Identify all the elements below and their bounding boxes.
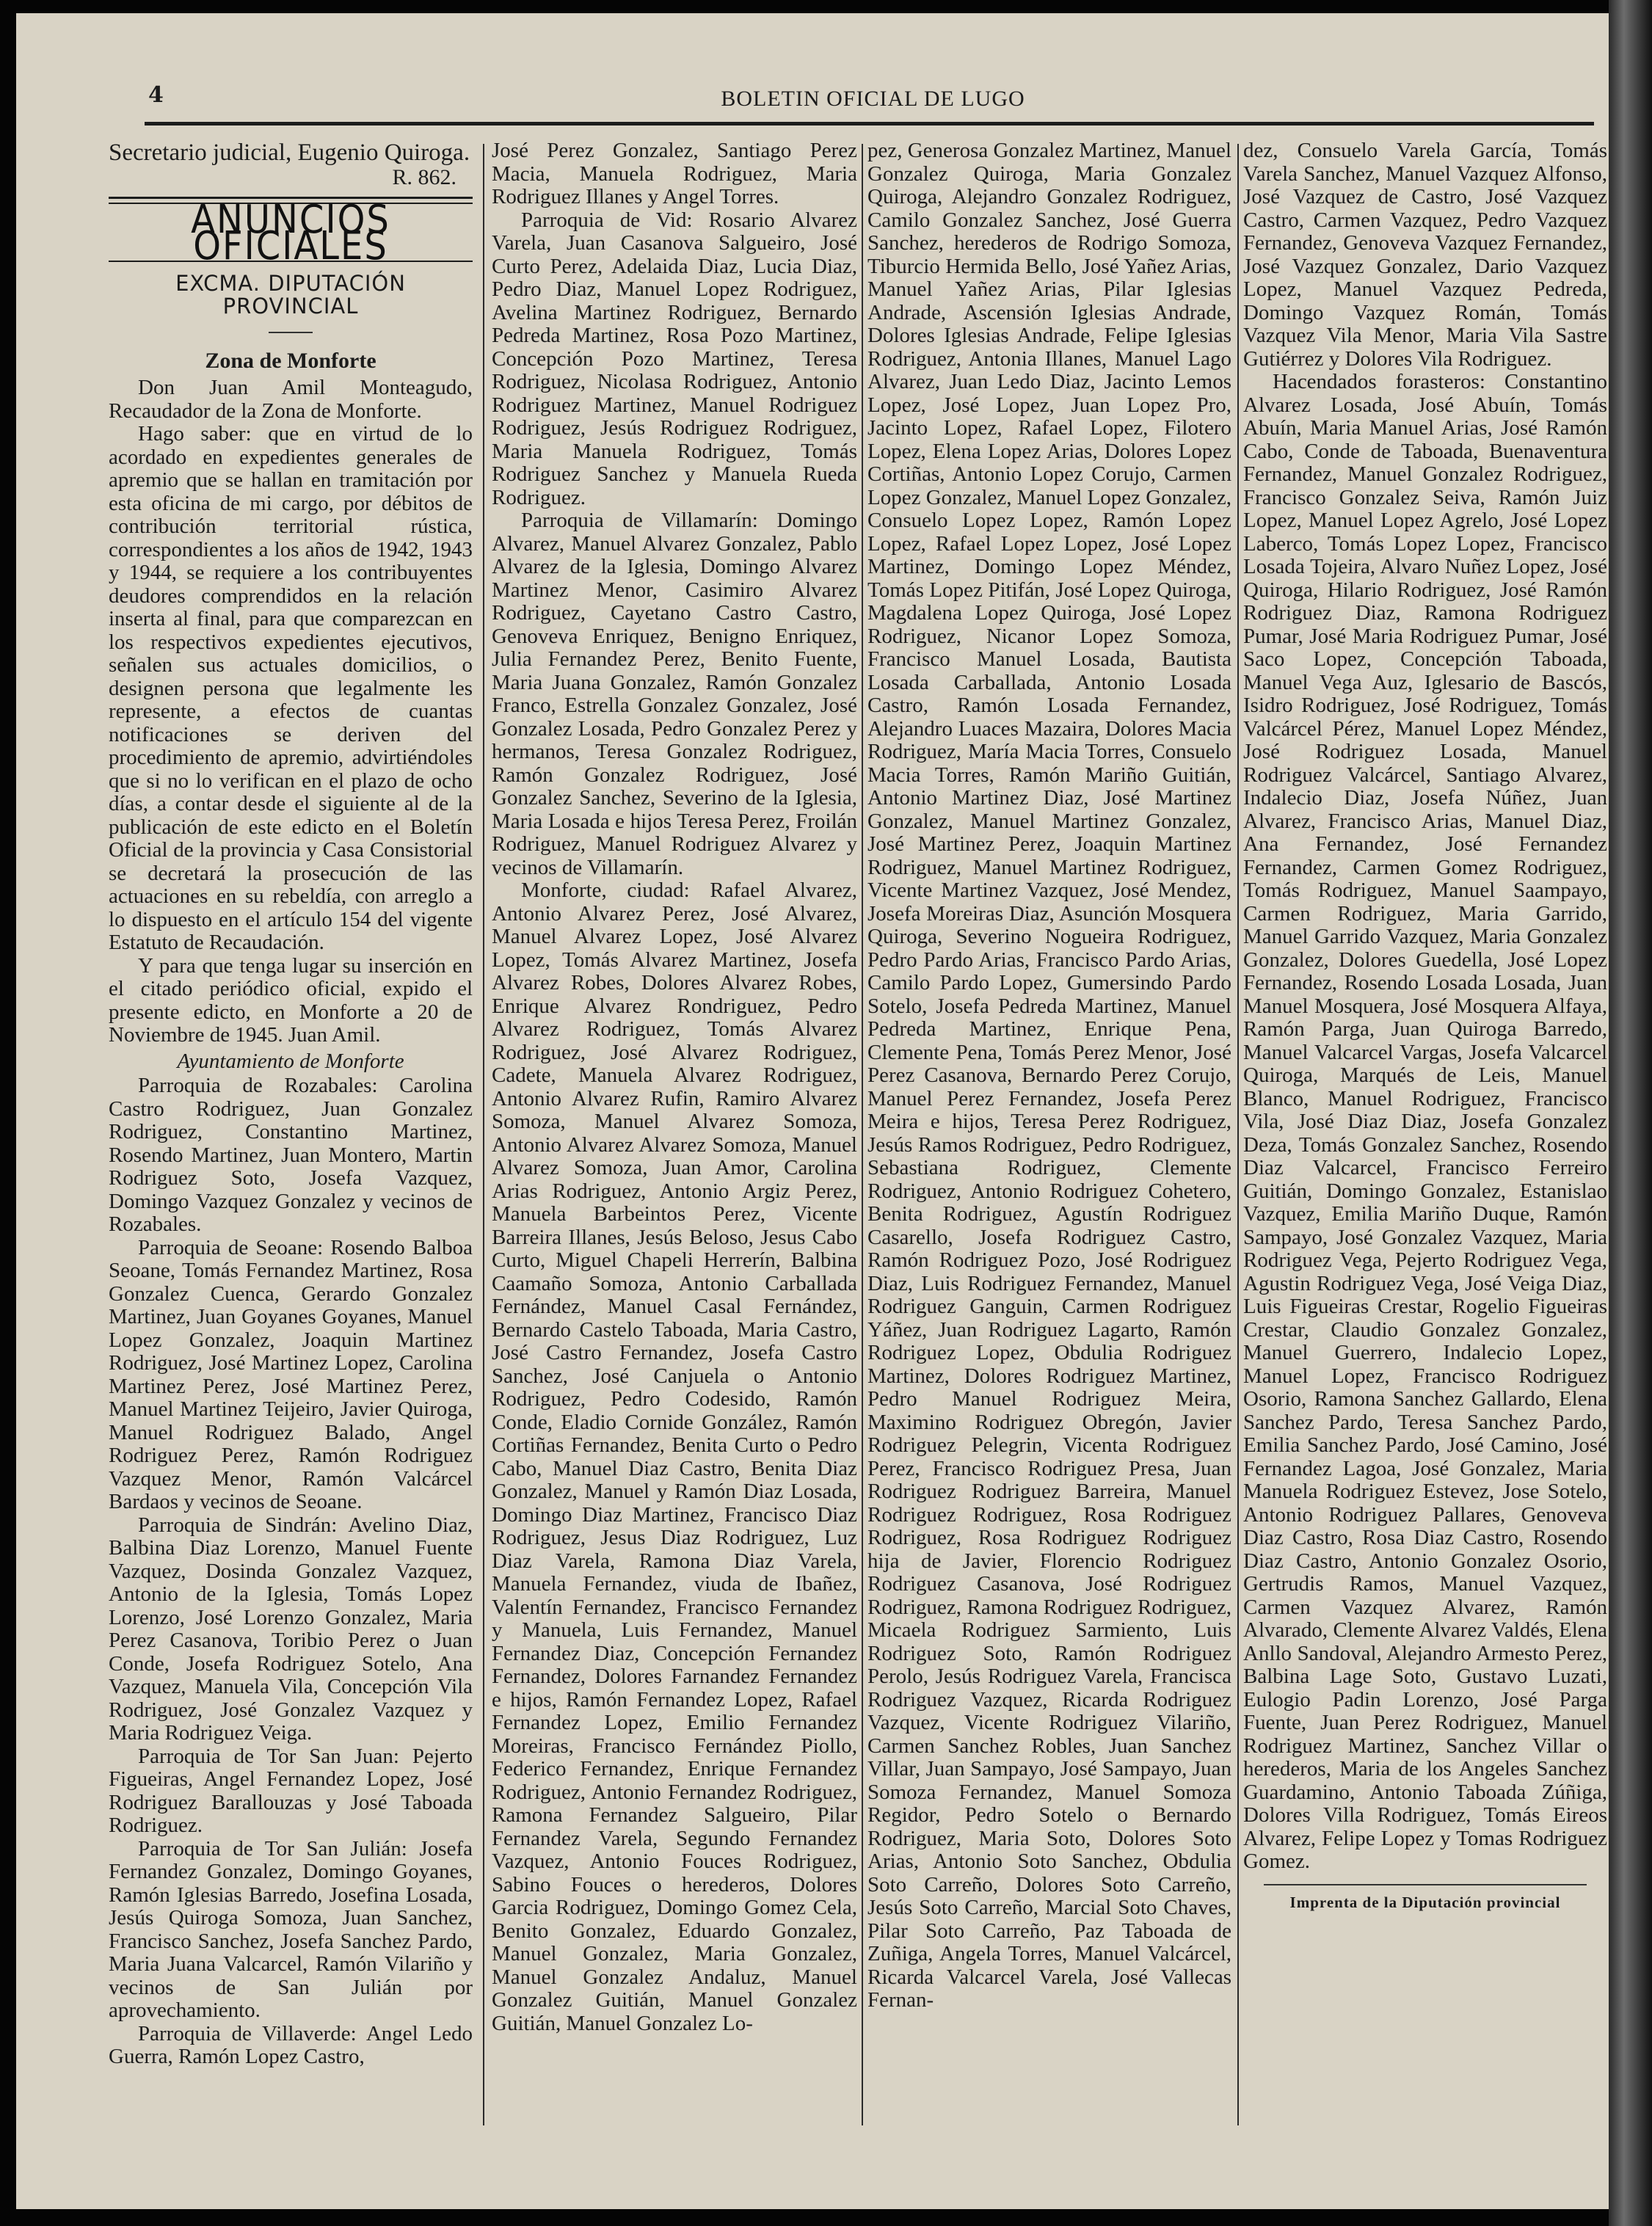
paragraph: Parroquia de Vid: Rosario Alvarez Varela, Juan Casanova Salgueiro, José Curto Perez, Adelaida Diaz, Lucia Diaz, Pedro Diaz, Manuel Lopez Rodriguez, Avelina Martinez Rodriguez, Bernardo Pedreda Martinez, Rosa Pozo Martinez, Concepción Pozo Martinez, Teresa Rodriguez, Nicolasa Rodriguez, Antonio Rodriguez Martinez, Manuel Rodriguez Rodriguez, Jesús Rodriguez Rodriguez, Maria Manuela Rodriguez, Tomás Rodriguez Sanchez y Manuela Rueda Rodriguez. <box>492 208 857 509</box>
book-spine <box>1609 0 1652 2226</box>
paragraph: Hacendados forasteros: Constantino Alvarez Losada, José Abuín, Tomás Abuín, Maria Manuel Arias, José Ramón Cabo, Conde de Taboada, Buenaventura Fernandez, Manuel Gonzalez Rodriguez, Francisco Gonzalez Seiva, Ramón Juiz Lopez, Manuel Lopez Agrelo, José Lopez Laberco, Tomás Lopez Lopez, Francisco Losada Tojeira, Alvaro Nuñez Lopez, José Quiroga, Hilario Rodriguez, José Ramón Rodriguez Diaz, Ramona Rodriguez Pumar, José Maria Rodriguez Pumar, José Saco Lopez, Concepción Taboada, Manuel Vega Auz, Iglesario de Bascós, Isidro Rodriguez, José Rodriguez, Tomás Valcárcel Pérez, Manuel Lopez Méndez, José Rodriguez Losada, Manuel Rodriguez Valcárcel, Santiago Alvarez, Indalecio Diaz, Josefa Núñez, Juan Alvarez, Francisco Arias, Manuel Diaz, Ana Fernandez, José Fernandez Fernandez, Carmen Gomez Rodriguez, Tomás Rodriguez, Manuel Saampayo, Carmen Rodriguez, Maria Garrido, Manuel Garrido Vazquez, Maria Gonzalez Gonzalez, Dolores Guedella, José Lopez Fernandez, Rosendo Losada Losada, Juan Manuel Mosquera, José Mosquera Alfaya, Ramón Parga, Juan Quiroga Barredo, Manuel Valcarcel Vargas, Josefa Valcarcel Quiroga, Marqués de Leis, Manuel Blanco, Manuel Rodriguez, Francisco Vila, José Diaz Diaz, Josefa Gonzalez Deza, Tomás Gonzalez Sanchez, Rosendo Diaz Valcarcel, Francisco Ferreiro Guitián, Domingo Gonzalez, Estanislao Vazquez, Emilia Mariño Duque, Ramón Sampayo, José Gonzalez Vazquez, Maria Rodriguez Vega, Pejerto Rodriguez Vega, Agustin Rodriguez Vega, José Veiga Diaz, Luis Figueiras Crestar, Rogelio Figueiras Crestar, Claudio Gonzalez Gonzalez, Manuel Guerrero, Indalecio Lopez, Manuel Lopez, Francisco Rodriguez Osorio, Ramona Sanchez Gallardo, Elena Sanchez Pardo, Teresa Sanchez Pardo, Emilia Sanchez Pardo, José Camino, José Fernandez Lagoa, José Gonzalez, Maria Manuela Rodriguez Estevez, Jose Sotelo, Antonio Rodriguez Pallares, Genoveva Diaz Castro, Rosa Diaz Castro, Rosendo Diaz Castro, Antonio Gonzalez Osorio, Gertrudis Ramos, Manuel Vazquez, Carmen Vazquez Alvarez, Ramón Alvarado, Clemente Alvarez Valdés, Elena Anllo Sandoval, Alejandro Armesto Perez, Balbina Lage Soto, Gustavo Luzati, Eulogio Padin Lorenzo, José Parga Fuente, Juan Perez Rodriguez, Manuel Rodriguez Martinez, Sanchez Villar o herederos, Maria de los Angeles Sanchez Guardamino, Antonio Taboada Zúñiga, Dolores Villa Rodriguez, Tomás Eireos Alvarez, Felipe Lopez y Tomas Rodriguez Gomez. <box>1243 370 1607 1873</box>
short-divider <box>269 332 313 333</box>
paragraph: José Perez Gonzalez, Santiago Perez Macia, Manuela Rodriguez, Maria Rodriguez Illanes y Angel Torres. <box>492 139 857 208</box>
column-divider <box>483 144 484 2125</box>
header-rule <box>145 122 1594 126</box>
paragraph: Parroquia de Villaverde: Angel Ledo Guerra, Ramón Lopez Castro, <box>109 2021 473 2068</box>
paragraph: Parroquia de Rozabales: Carolina Castro Rodriguez, Juan Gonzalez Rodriguez, Constantino Martinez, Rosendo Martinez, Juan Montero, Martin Rodriguez Soto, Josefa Vazquez, Domingo Vazquez Gonzalez y vecinos de Rozabales. <box>109 1074 473 1236</box>
reference-number: R. 862. <box>392 165 456 189</box>
paragraph: dez, Consuelo Varela García, Tomás Varela Sanchez, Manuel Vazquez Alfonso, José Vazquez de Castro, José Vazquez Castro, Carmen Vazquez, Pedro Vazquez Fernandez, Genoveva Vazquez Fernandez, José Vazquez Gonzalez, Dario Vazquez Lopez, Manuel Vazquez Pedreda, Domingo Vazquez Román, Tomás Vazquez Vila Menor, Maria Vila Sastre Gutiérrez y Dolores Vila Rodriguez. <box>1243 139 1607 371</box>
paragraph: Parroquia de Seoane: Rosendo Balboa Seoane, Tomás Fernandez Martinez, Rosa Gonzalez Cuenca, Gerardo Gonzalez Martinez, Juan Goyanes Goyanes, Manuel Lopez Gonzalez, Joaquin Martinez Rodriguez, José Martinez Lopez, Carolina Martinez Perez, José Martinez Perez, Manuel Martinez Teijeiro, Javier Quiroga, Manuel Rodriguez Balado, Angel Rodriguez Perez, Ramón Rodriguez Vazquez Menor, Ramón Valcárcel Bardaos y vecinos de Seoane. <box>109 1235 473 1513</box>
column-3 <box>867 139 1231 2012</box>
column-divider <box>1237 144 1239 2125</box>
ayuntamiento-heading: Ayuntamiento de Monforte <box>177 1049 404 1073</box>
paragraph: Parroquia de Tor San Juan: Pejerto Figueiras, Angel Fernandez Lopez, José Rodriguez Barallouzas y José Taboada Rodriguez. <box>109 1744 473 1837</box>
imprint: Imprenta de la Diputación provincial <box>1289 1893 1561 1911</box>
imprint-rule <box>1264 1884 1587 1885</box>
section-title: ANUNCIOS OFICIALES <box>191 196 390 269</box>
paragraph: Y para que tenga lugar su inserción en el citado periódico oficial, expido el presente edicto, en Monforte a 20 de Noviembre de 1945. Juan Amil. <box>109 953 473 1047</box>
column-1 <box>109 139 473 2069</box>
paragraph: Parroquia de Villamarín: Domingo Alvarez, Manuel Alvarez Gonzalez, Pablo Alvarez de la Iglesia, Domingo Alvarez Martinez Menor, Casimiro Alvarez Rodriguez, Cayetano Castro Castro, Genoveva Enriquez, Benigno Enriquez, Julia Fernandez Perez, Benito Fuente, Maria Juana Gonzalez, Ramón Gonzalez Franco, Estrella Gonzalez Gonzalez, José Gonzalez Losada, Pedro Gonzalez Perez y hermanos, Teresa Gonzalez Rodriguez, Ramón Gonzalez Rodriguez, José Gonzalez Sanchez, Severino de la Iglesia, Maria Losada e hijos Teresa Perez, Froilán Rodriguez, Manuel Rodriguez Alvarez y vecinos de Villamarín. <box>492 509 857 879</box>
paragraph: pez, Generosa Gonzalez Martinez, Manuel Gonzalez Quiroga, Maria Gonzalez Quiroga, Alejandro Gonzalez Rodriguez, Camilo Gonzalez Sanchez, José Guerra Sanchez, herederos de Rodrigo Somoza, Tiburcio Hermida Bello, José Yañez Arias, Manuel Yañez Arias, Pilar Iglesias Andrade, Ascensión Iglesias Andrade, Dolores Iglesias Andrade, Felipe Iglesias Rodriguez, Antonia Illanes, Manuel Lago Alvarez, Juan Ledo Diaz, Jacinto Lemos Lopez, José Lopez, Juan Lopez Pro, Jacinto Lopez, Rafael Lopez, Filotero Lopez, Elena Lopez Arias, Dolores Lopez Cortiñas, Antonio Lopez Corujo, Carmen Lopez Gonzalez, Manuel Lopez Gonzalez, Consuelo Lopez Lopez, Ramón Lopez Lopez, Rafael Lopez Lopez, José Lopez Martinez, Domingo Lopez Méndez, Tomás Lopez Pitifán, José Lopez Quiroga, Magdalena Lopez Quiroga, José Lopez Rodriguez, Nicanor Lopez Somoza, Francisco Manuel Losada, Bautista Losada Carballada, Antonio Losada Castro, Ramón Losada Fernandez, Alejandro Luaces Mazaira, Dolores Macia Rodriguez, María Macia Torres, Consuelo Macia Torres, Ramón Mariño Guitián, Antonio Martinez Diaz, José Martinez Gonzalez, Manuel Martinez Gonzalez, José Martinez Perez, Joaquin Martinez Rodriguez, Manuel Martinez Rodriguez, Vicente Martinez Vazquez, José Mendez, Josefa Moreiras Diaz, Asunción Mosquera Quiroga, Severino Nogueira Rodriguez, Pedro Pardo Arias, Francisco Pardo Arias, Camilo Pardo Lopez, Gumersindo Pardo Sotelo, Josefa Pedreda Martinez, Manuel Pedreda Martinez, Enrique Pena, Clemente Pena, Tomás Perez Menor, José Perez Casanova, Bernardo Perez Corujo, Manuel Perez Fernandez, Josefa Perez Meira e hijos, Teresa Perez Rodriguez, Jesús Ramos Rodriguez, Pedro Rodriguez, Sebastiana Rodriguez, Clemente Rodriguez, Antonio Rodriguez Cohetero, Benita Rodriguez, Agustín Rodriguez Casarello, Josefa Rodriguez Castro, Ramón Rodriguez Pozo, José Rodriguez Diaz, Luis Rodriguez Fernandez, Manuel Rodriguez Ganguin, Carmen Rodriguez Yáñez, Juan Rodriguez Lagarto, Ramón Rodriguez Lopez, Obdulia Rodriguez Martinez, Dolores Rodriguez Martinez, Pedro Manuel Rodriguez Meira, Maximino Rodriguez Obregón, Javier Rodriguez Pelegrin, Vicenta Rodriguez Perez, Francisco Rodriguez Presa, Juan Rodriguez Rodriguez Barreira, Manuel Rodriguez Rodriguez, Rosa Rodriguez Rodriguez, Rosa Rodriguez Rodriguez hija de Javier, Florencio Rodriguez Rodriguez Casanova, José Rodriguez Rodriguez, Ramona Rodriguez Rodriguez, Micaela Rodriguez Sarmiento, Luis Rodriguez Soto, Ramón Rodriguez Perolo, Jesús Rodriguez Varela, Francisca Rodriguez Vazquez, Ricarda Rodriguez Vazquez, Vicente Rodriguez Vilariño, Carmen Sanchez Robles, Juan Sanchez Villar, Juan Sampayo, José Sampayo, Juan Somoza Fernandez, Manuel Somoza Regidor, Pedro Sotelo o Bernardo Rodriguez, Maria Soto, Dolores Soto Arias, Antonio Soto Sanchez, Obdulia Soto Carreño, Dolores Soto Carreño, Jesús Soto Carreño, Marcial Soto Chaves, Pilar Soto Carreño, Paz Taboada de Zuñiga, Angela Torres, Manuel Valcárcel, Ricarda Valcarcel Varela, José Vallecas Fernan- <box>867 139 1231 2012</box>
paragraph: Don Juan Amil Monteagudo, Recaudador de la Zona de Monforte. <box>109 376 473 423</box>
column-2 <box>492 139 857 2035</box>
newspaper-page <box>16 13 1609 2209</box>
zone-heading: Zona de Monforte <box>205 348 376 373</box>
gazette-title: BOLETIN OFICIAL DE LUGO <box>721 87 1025 111</box>
page-number: 4 <box>148 82 164 108</box>
paragraph: Parroquia de Tor San Julián: Josefa Fernandez Gonzalez, Domingo Goyanes, Ramón Iglesias Barredo, Josefina Losada, Jesús Quiroga Somoza, Juan Sanchez, Francisco Sanchez, Josefa Sanchez Pardo, Maria Juana Valcarcel, Ramón Vilariño y vecinos de San Julián por aprovechamiento. <box>109 1836 473 2022</box>
page-header <box>148 82 1598 125</box>
section-subtitle: EXCMA. DIPUTACIÓN PROVINCIAL <box>175 270 406 319</box>
column-divider <box>862 144 863 2125</box>
paragraph: Monforte, ciudad: Rafael Alvarez, Antonio Alvarez Perez, José Alvarez, Manuel Alvarez Lopez, José Alvarez Lopez, Tomás Alvarez Martinez, Josefa Alvarez Robes, Dolores Alvarez Robes, Enrique Alvarez Rondriguez, Pedro Alvarez Rodriguez, Tomás Alvarez Rodriguez, José Alvarez Rodriguez, Cadete, Manuela Alvarez Rodriguez, Antonio Alvarez Rufin, Ramiro Alvarez Somoza, Manuel Alvarez Somoza, Antonio Alvarez Alvarez Somoza, Manuel Alvarez Somoza, Juan Amor, Carolina Arias Rodriguez, Antonio Argiz Perez, Manuela Barbeintos Perez, Vicente Barreira Illanes, Jesús Beloso, Jesus Cabo Curto, Miguel Chapeli Herrerín, Balbina Caamaño Somoza, Antonio Carballada Fernández, Manuel Casal Fernández, Bernardo Castelo Taboada, Maria Castro, José Castro Fernandez, Josefa Castro Sanchez, José Canjuela o Antonio Rodriguez, Pedro Codesido, Ramón Conde, Eladio Cornide González, Ramón Cortiñas Fernandez, Benita Curto o Pedro Cabo, Manuel Diaz Castro, Benita Diaz Gonzalez, Manuel y Ramón Diaz Losada, Domingo Diaz Martinez, Francisco Diaz Rodriguez, Jesus Diaz Rodriguez, Luz Diaz Varela, Ramona Diaz Varela, Manuela Fernandez, viuda de Ibañez, Valentín Fernandez, Francisco Fernandez y Manuela, Luis Fernandez, Manuel Fernandez Diaz, Concepción Fernandez Fernandez, Dolores Farnandez Fernandez e hijos, Ramón Fernandez Lopez, Rafael Fernandez Lopez, Emilio Fernandez Moreiras, Francisco Fernández Piollo, Federico Fernandez, Enrique Fernandez Rodriguez, Antonio Fernandez Rodriguez, Ramona Fernandez Salgueiro, Pilar Fernandez Varela, Segundo Fernandez Vazquez, Antonio Fouces Rodriguez, Sabino Fouces o herederos, Dolores Garcia Rodriguez, Domingo Gomez Cela, Benito Gonzalez, Eduardo Gonzalez, Manuel Gonzalez, Maria Gonzalez, Manuel Gonzalez Andaluz, Manuel Gonzalez Guitián, Manuel Gonzalez Guitián, Manuel Gonzalez Lo- <box>492 879 857 2035</box>
paragraph: Hago saber: que en virtud de lo acordado en expedientes generales de apremio que se hallan en tramitación por esta oficina de mi cargo, por débitos de contribución territorial rústica, correspondientes a los años de 1942, 1943 y 1944, se requiere a los contribuyentes deudores comprendidos en la relación inserta al final, para que comparezcan en los respectivos expedientes ejecutivos, señalen sus actuales domicilios, o designen persona que legalmente les represente, a efectos de cuantas notificaciones se deriven del procedimiento de apremio, advirtiéndoles que si no lo verifican en el plazo de ocho días, a contar desde el siguiente al de la publicación de este edicto en el Boletín Oficial de la provincia y Casa Consistorial se decretará la prosecución de las actuaciones en su rebeldía, con arreglo a lo dispuesto en el artículo 154 del vigente Estatuto de Recaudación. <box>109 422 473 954</box>
paragraph: Parroquia de Sindrán: Avelino Diaz, Balbina Diaz Lorenzo, Manuel Fuente Vazquez, Dosinda Gonzalez Vazquez, Antonio de la Iglesia, Tomás Lopez Lorenzo, José Lorenzo Gonzalez, Maria Perez Casanova, Toribio Perez o Juan Conde, Josefa Rodriguez Sotelo, Ana Vazquez, Manuela Vila, Concepción Vila Rodriguez, José Gonzalez Vazquez y Maria Rodriguez Veiga. <box>109 1513 473 1745</box>
secretary-line: Secretario judicial, Eugenio Quiroga. <box>109 139 470 166</box>
column-4 <box>1243 139 1607 1914</box>
